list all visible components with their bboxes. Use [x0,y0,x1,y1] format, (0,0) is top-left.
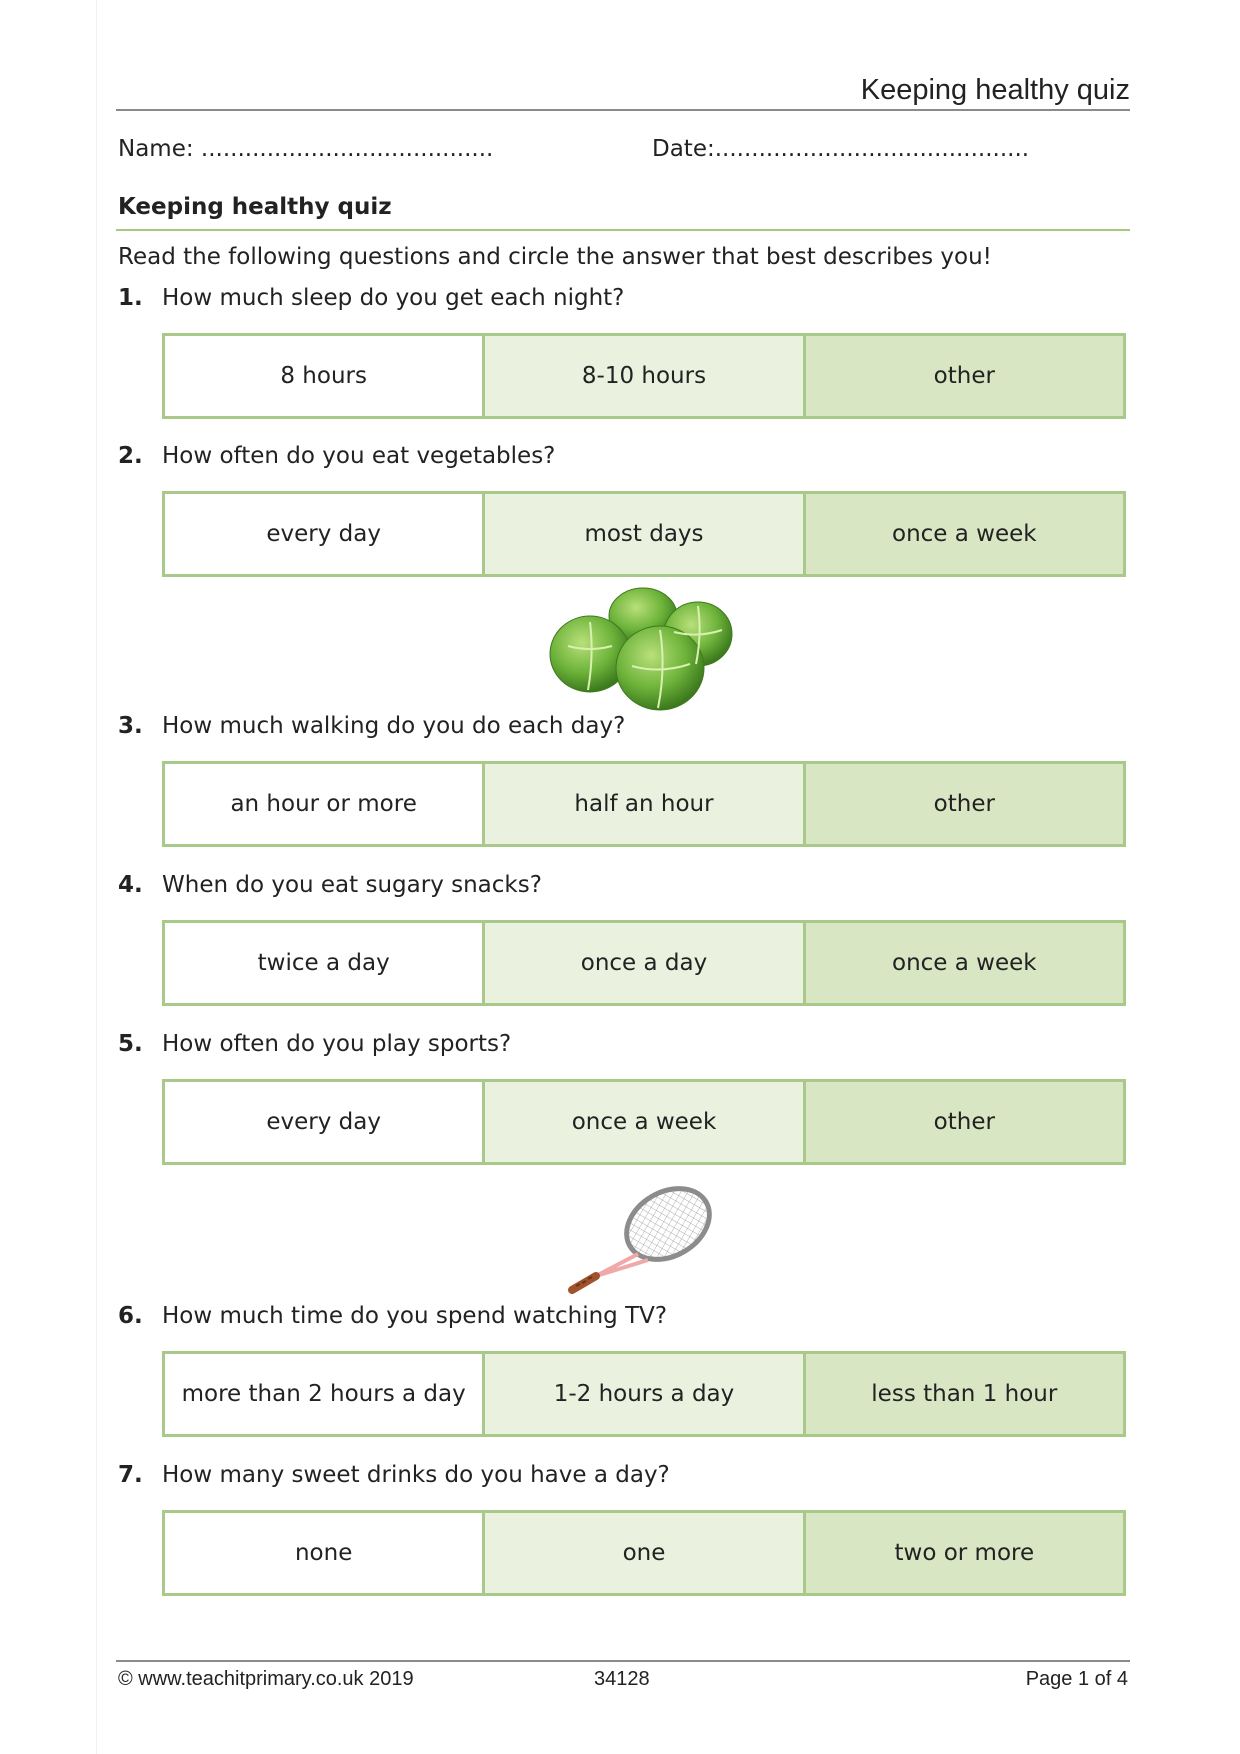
question-6 [118,1303,667,1329]
answer-option[interactable]: once a week [485,1079,805,1165]
answer-option[interactable]: once a week [806,491,1126,577]
answer-option[interactable]: other [806,1079,1126,1165]
answer-option[interactable]: other [806,761,1126,847]
question-text: How much sleep do you get each night? [162,285,625,311]
answer-option[interactable]: twice a day [162,920,485,1006]
question-number: 1. [118,285,143,311]
question-number: 2. [118,443,143,469]
question-text: When do you eat sugary snacks? [162,872,542,898]
answer-option[interactable]: once a day [485,920,805,1006]
name-dots: ........................................ [200,136,494,162]
date-dots: ........................................... [714,136,1030,162]
section-divider [116,229,1130,231]
name-field[interactable] [118,136,493,162]
footer-divider [116,1660,1130,1662]
answer-option[interactable]: most days [485,491,805,577]
question-text: How much time do you spend watching TV? [162,1303,668,1329]
answer-option[interactable]: 1-2 hours a day [485,1351,805,1437]
question-number: 7. [118,1462,143,1488]
question-1 [118,285,624,311]
date-field[interactable] [652,136,1029,162]
tennis-racket-icon [566,1180,726,1296]
page-edge [96,0,97,1754]
answer-options-6 [162,1351,1126,1437]
answer-options-4 [162,920,1126,1006]
answer-option[interactable]: two or more [806,1510,1126,1596]
question-5 [118,1031,511,1057]
name-label: Name: [118,136,201,162]
answer-option[interactable]: an hour or more [162,761,485,847]
cabbage-icon [548,586,738,712]
question-text: How often do you eat vegetables? [162,443,556,469]
question-3 [118,713,625,739]
answer-option[interactable]: less than 1 hour [806,1351,1126,1437]
answer-option[interactable]: other [806,333,1126,419]
answer-option[interactable]: one [485,1510,805,1596]
question-number: 4. [118,872,143,898]
answer-option[interactable]: more than 2 hours a day [162,1351,485,1437]
question-text: How much walking do you do each day? [162,713,626,739]
footer-copyright: © www.teachitprimary.co.uk 2019 [118,1668,414,1690]
section-title: Keeping healthy quiz [118,194,392,220]
answer-option[interactable]: once a week [806,920,1126,1006]
question-text: How often do you play sports? [162,1031,512,1057]
answer-options-7 [162,1510,1126,1596]
header-divider [116,109,1130,111]
answer-options-3 [162,761,1126,847]
answer-option[interactable]: half an hour [485,761,805,847]
answer-option[interactable]: 8 hours [162,333,485,419]
question-number: 3. [118,713,143,739]
answer-option[interactable]: every day [162,1079,485,1165]
answer-options-1 [162,333,1126,419]
answer-option[interactable]: 8-10 hours [485,333,805,419]
answer-option[interactable]: every day [162,491,485,577]
answer-option[interactable]: none [162,1510,485,1596]
answer-options-5 [162,1079,1126,1165]
answer-options-2 [162,491,1126,577]
question-number: 5. [118,1031,143,1057]
date-label: Date: [652,136,715,162]
question-text: How many sweet drinks do you have a day? [162,1462,670,1488]
footer-page-number: Page 1 of 4 [1025,1668,1128,1690]
document-header-title: Keeping healthy quiz [860,74,1130,106]
question-4 [118,872,542,898]
question-7 [118,1462,670,1488]
footer-code: 34128 [594,1668,650,1690]
question-2 [118,443,555,469]
question-number: 6. [118,1303,143,1329]
instructions: Read the following questions and circle the answer that best describes you! [118,244,992,270]
